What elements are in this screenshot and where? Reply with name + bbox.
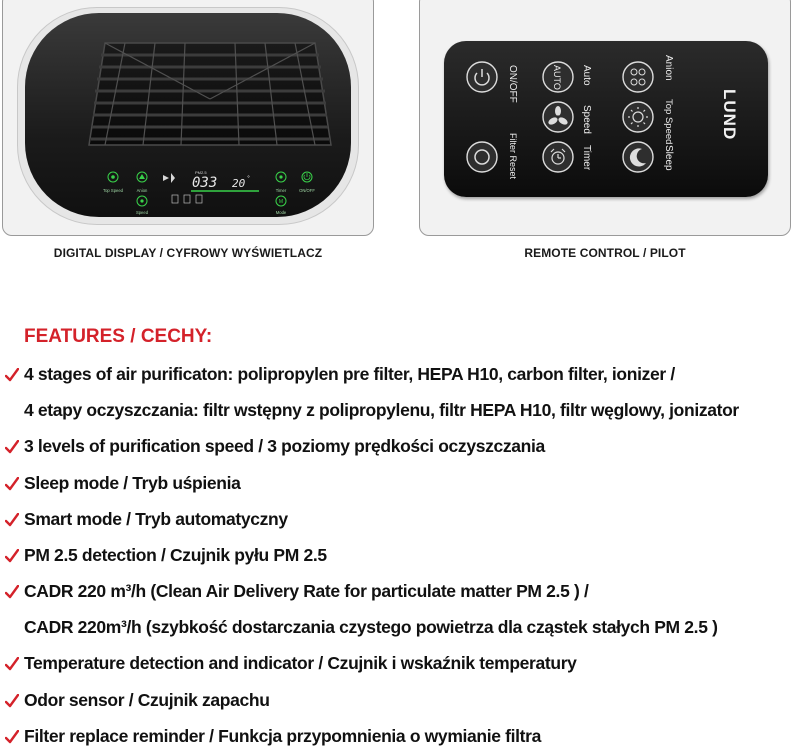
remote-sleep-label: Sleep — [663, 145, 674, 171]
onoff-label: ON/OFF — [299, 188, 315, 193]
check-icon — [5, 368, 19, 382]
feature-item: 3 levels of purification speed / 3 poziomy prędkości oczyszczania — [24, 436, 545, 456]
mode-label: Mode — [275, 210, 287, 215]
feature-item: CADR 220m³/h (szybkość dostarczania czystego powietrza dla cząstek stałych PM 2.5 ) — [24, 617, 718, 637]
temp-unit: ° — [247, 175, 250, 182]
feature-item: Sleep mode / Tryb uśpienia — [24, 473, 241, 493]
pm-value: 033 — [192, 175, 218, 191]
remote-anion-label: Anion — [663, 55, 674, 81]
feature-item: Temperature detection and indicator / Czujnik i wskaźnik temperatury — [24, 653, 577, 673]
feature-item: 4 etapy oczyszczania: filtr wstępny z polipropylenu, filtr HEPA H10, filtr węglowy, jonizator — [24, 400, 739, 420]
remote-auto-label: Auto — [581, 65, 592, 86]
feature-item: 4 stages of air purificaton: polipropylen pre filter, HEPA H10, carbon filter, ionizer / — [24, 364, 675, 384]
check-icon — [5, 549, 19, 563]
top-speed-label: Top Speed — [102, 188, 124, 193]
speed-label: Speed — [135, 210, 149, 215]
pm-label: PM2.5 — [195, 170, 207, 175]
feature-item: CADR 220 m³/h (Clean Air Delivery Rate for particulate matter PM 2.5 ) / — [24, 581, 589, 601]
feature-item: Filter replace reminder / Funkcja przypomnienia o wymianie filtra — [24, 726, 541, 746]
remote-timer-label: Timer — [581, 145, 592, 171]
check-icon — [5, 730, 19, 744]
timer-label: Timer — [275, 188, 287, 193]
temp-value: 20 — [232, 177, 246, 190]
remote-speed-label: Speed — [581, 105, 592, 134]
feature-item: Smart mode / Tryb automatyczny — [24, 509, 288, 529]
check-icon — [5, 585, 19, 599]
display-caption: DIGITAL DISPLAY / CYFROWY WYŚWIETLACZ — [53, 246, 323, 260]
check-icon — [5, 477, 19, 491]
remote-caption: REMOTE CONTROL / PILOT — [524, 246, 686, 260]
check-icon — [5, 513, 19, 527]
svg-text:M: M — [278, 199, 284, 205]
auto-icon: AUTO — [552, 65, 562, 90]
anion-label: Anion — [136, 188, 148, 193]
check-icon — [5, 694, 19, 708]
remote-top-speed-label: Top Speed — [663, 99, 674, 145]
remote-onoff-label: ON/OFF — [507, 65, 518, 103]
feature-item: Odor sensor / Czujnik zapachu — [24, 690, 270, 710]
check-icon — [5, 440, 19, 454]
remote-filter-reset-label: Filter Reset — [508, 133, 518, 180]
features-heading: FEATURES / CECHY: — [24, 326, 213, 347]
brand-logo: LUND — [720, 89, 739, 141]
check-icon — [5, 657, 19, 671]
feature-item: PM 2.5 detection / Czujnik pyłu PM 2.5 — [24, 545, 327, 565]
